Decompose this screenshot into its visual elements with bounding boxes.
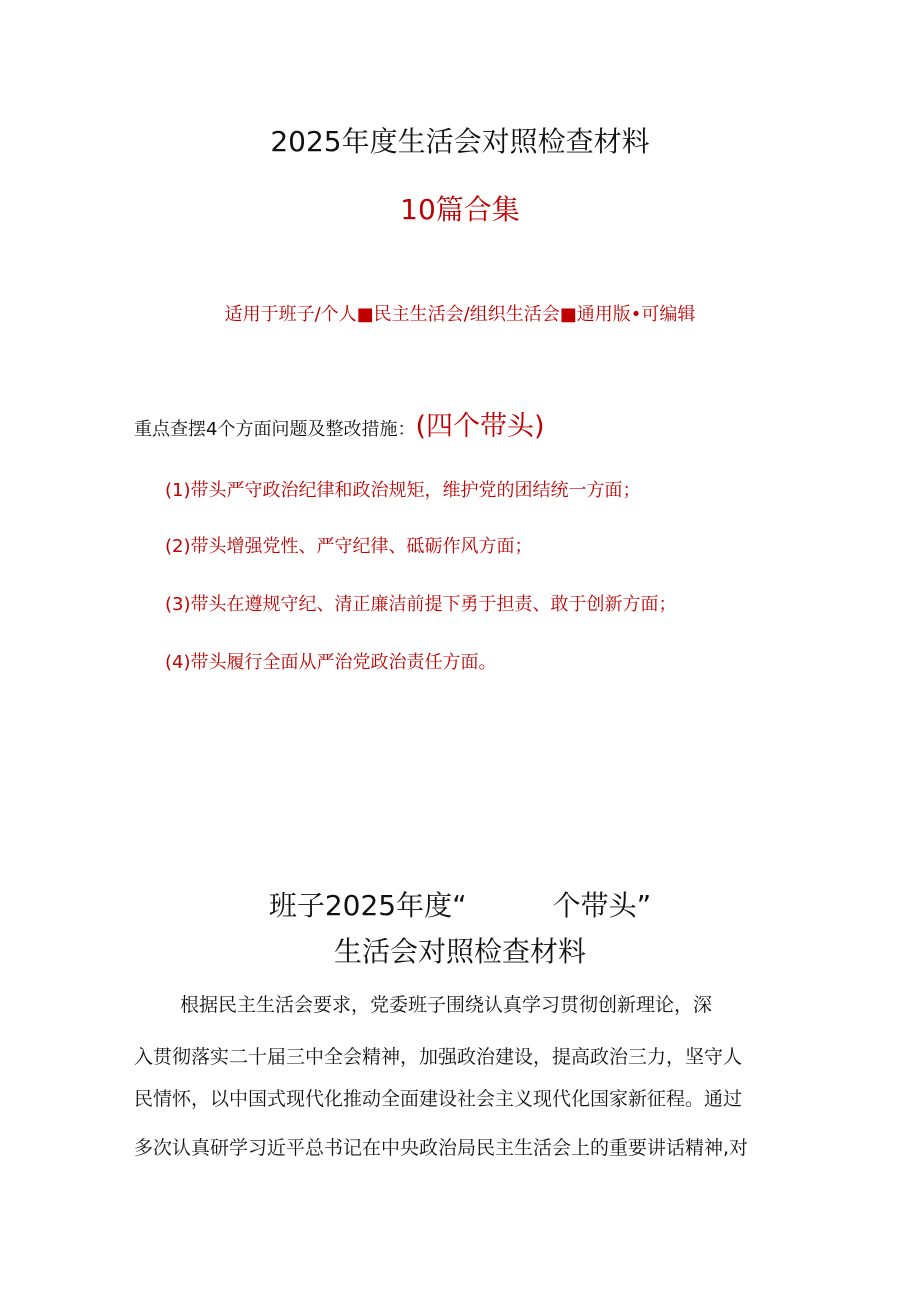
article-title-line2: 生活会对照检查材料	[333, 935, 586, 968]
paragraph-line: 根据民主生活会要求，党委班子围绕认真学习贯彻创新理论，深	[180, 994, 713, 1016]
cover-title: 2025年度生活会对照检查材料	[270, 125, 650, 158]
cover-subtitle: 10篇合集	[400, 193, 520, 226]
paragraph-line: 多次认真研学习近平总书记在中央政治局民主生活会上的重要讲话精神,对	[134, 1137, 749, 1159]
paragraph-line: 入贯彻落实二十届三中全会精神，加强政治建设，提高政治三力，坚守人	[134, 1046, 743, 1068]
list-item: (1)带头严守政治纪律和政治规矩，维护党的团结统一方面；	[165, 480, 641, 501]
focus-line	[134, 404, 545, 443]
article-title-part1: 班子2025年度“	[268, 889, 467, 922]
article-title-part2: 个带头”	[552, 889, 652, 922]
focus-highlight: (四个带头)	[415, 411, 545, 442]
article-title	[0, 884, 920, 924]
paragraph-line: 民情怀，以中国式现代化推动全面建设社会主义现代化国家新征程。通过	[134, 1088, 743, 1110]
scope-line: 适用于班子/个人■民主生活会/组织生活会■通用版•可编辑	[224, 304, 696, 325]
focus-lead: 重点查摆4个方面问题及整改措施：	[134, 419, 416, 440]
list-item: (3)带头在遵规守纪、清正廉洁前提下勇于担责、敢于创新方面；	[165, 594, 677, 615]
list-item: (4)带头履行全面从严治党政治责任方面。	[165, 652, 497, 673]
list-item: (2)带头增强党性、严守纪律、砥砺作风方面；	[165, 536, 533, 557]
